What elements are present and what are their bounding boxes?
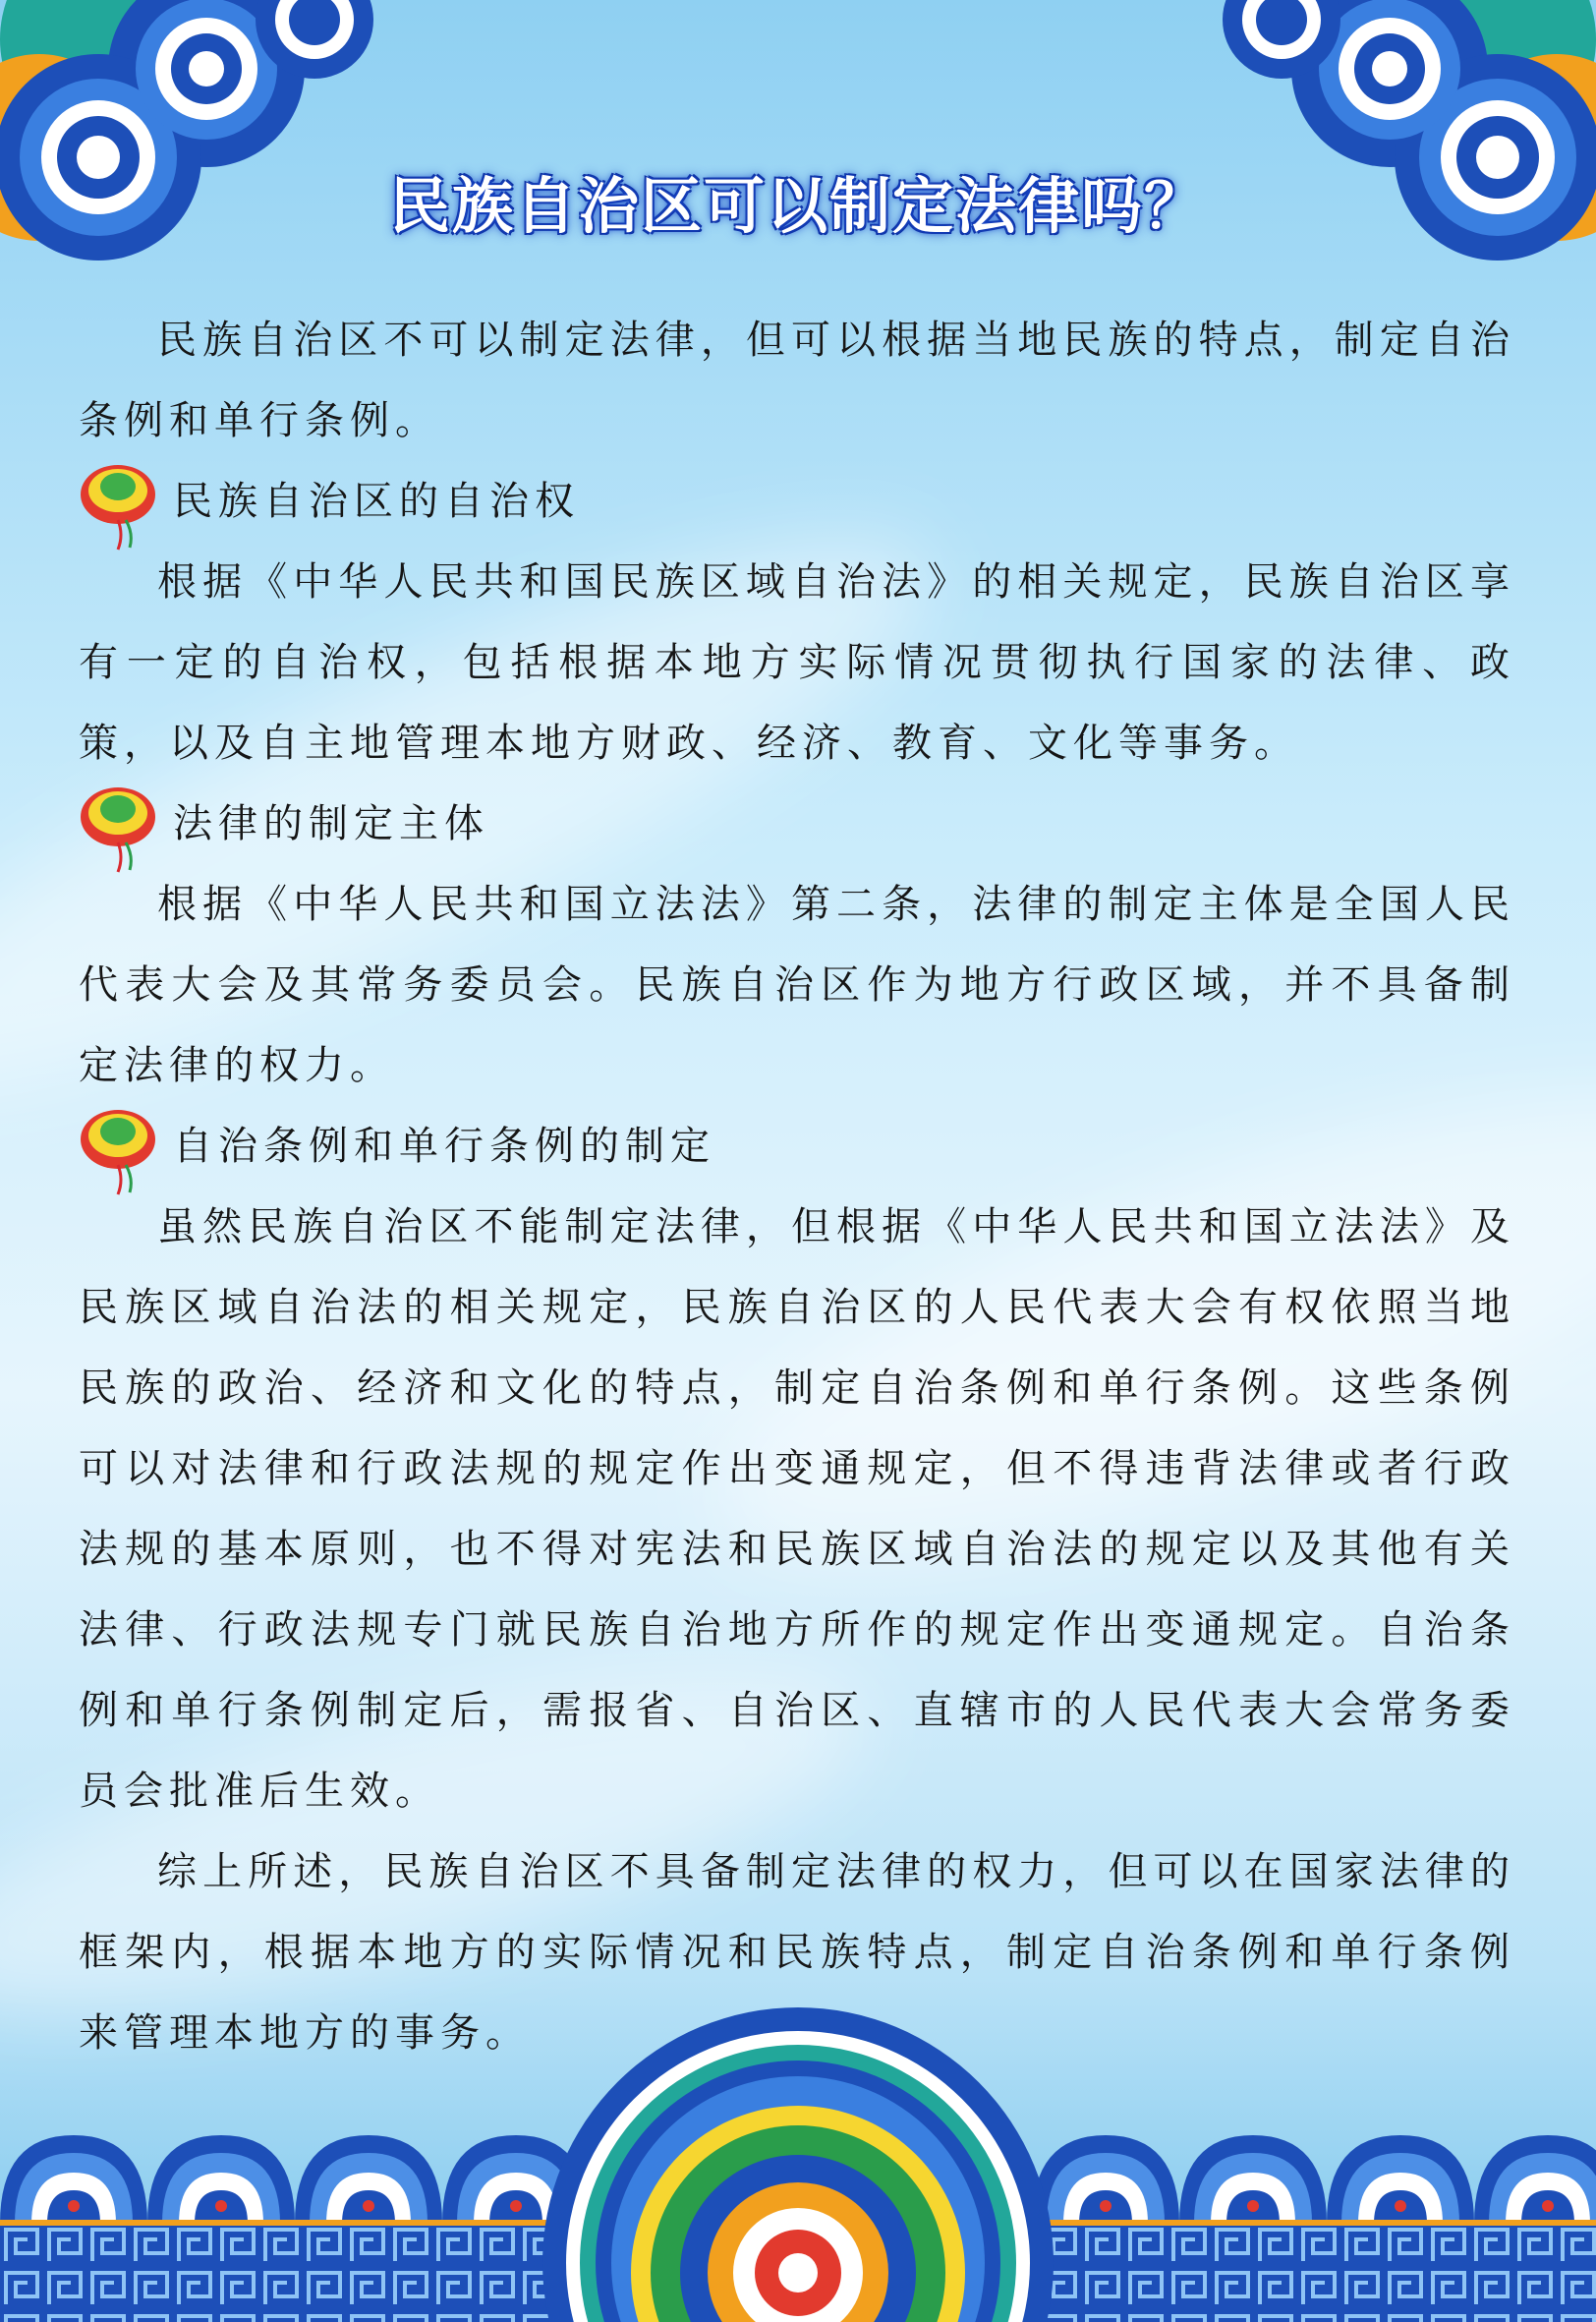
- intro-paragraph: 民族自治区不可以制定法律，但可以根据当地民族的特点，制定自治条例和单行条例。: [79, 318, 1515, 443]
- cloud-scroll-icon: [1183, 0, 1596, 295]
- conclusion-paragraph: 综上所述，民族自治区不具备制定法律的权力，但可以在国家法律的框架内，根据本地方的实际情况和民族特点，制定自治条例和单行条例来管理本地方的事务。: [79, 1849, 1515, 2056]
- lantern-bullet-icon: [79, 461, 165, 555]
- page-title: 民族自治区可以制定法律吗？: [388, 170, 1207, 242]
- section-heading: [79, 461, 1515, 542]
- article-body: [79, 300, 1515, 2073]
- lantern-bullet-icon: [79, 784, 165, 878]
- section-body: 虽然民族自治区不能制定法律，但根据《中华人民共和国立法法》及民族区域自治法的相关规定，民族自治区的人民代表大会有权依照当地民族的政治、经济和文化的特点，制定自治条例和单行条例。这些条例可以对法律和行政法规的规定作出变通规定，但不得违背法律或者行政法规的基本原则，也不得对宪法和民族区域自治法的规定以及其他有关法律、行政法规专门就民族自治地方所作的规定作出变通规定。自治条例和单行条例制定后，需报省、自治区、直辖市的人民代表大会常务委员会批准后生效。: [79, 1204, 1515, 1814]
- section-heading: [79, 1106, 1515, 1187]
- section-body: 根据《中华人民共和国立法法》第二条，法律的制定主体是全国人民代表大会及其常务委员会。民族自治区作为地方行政区域，并不具备制定法律的权力。: [79, 882, 1515, 1088]
- rosette-ornament-icon: [542, 2007, 1054, 2322]
- section-heading-text: 民族自治区的自治权: [173, 479, 580, 524]
- section-body: 根据《中华人民共和国民族区域自治法》的相关规定，民族自治区享有一定的自治权，包括根据本地方实际情况贯彻执行国家的法律、政策，以及自主地管理本地方财政、经济、教育、文化等事务。: [79, 559, 1515, 766]
- lantern-bullet-icon: [79, 1106, 165, 1200]
- footer-ornament-band: [0, 2007, 1596, 2322]
- cloud-scroll-icon: [0, 0, 413, 295]
- section-heading: [79, 784, 1515, 864]
- section-heading-text: 自治条例和单行条例的制定: [173, 1124, 715, 1169]
- section-heading-text: 法律的制定主体: [173, 801, 489, 846]
